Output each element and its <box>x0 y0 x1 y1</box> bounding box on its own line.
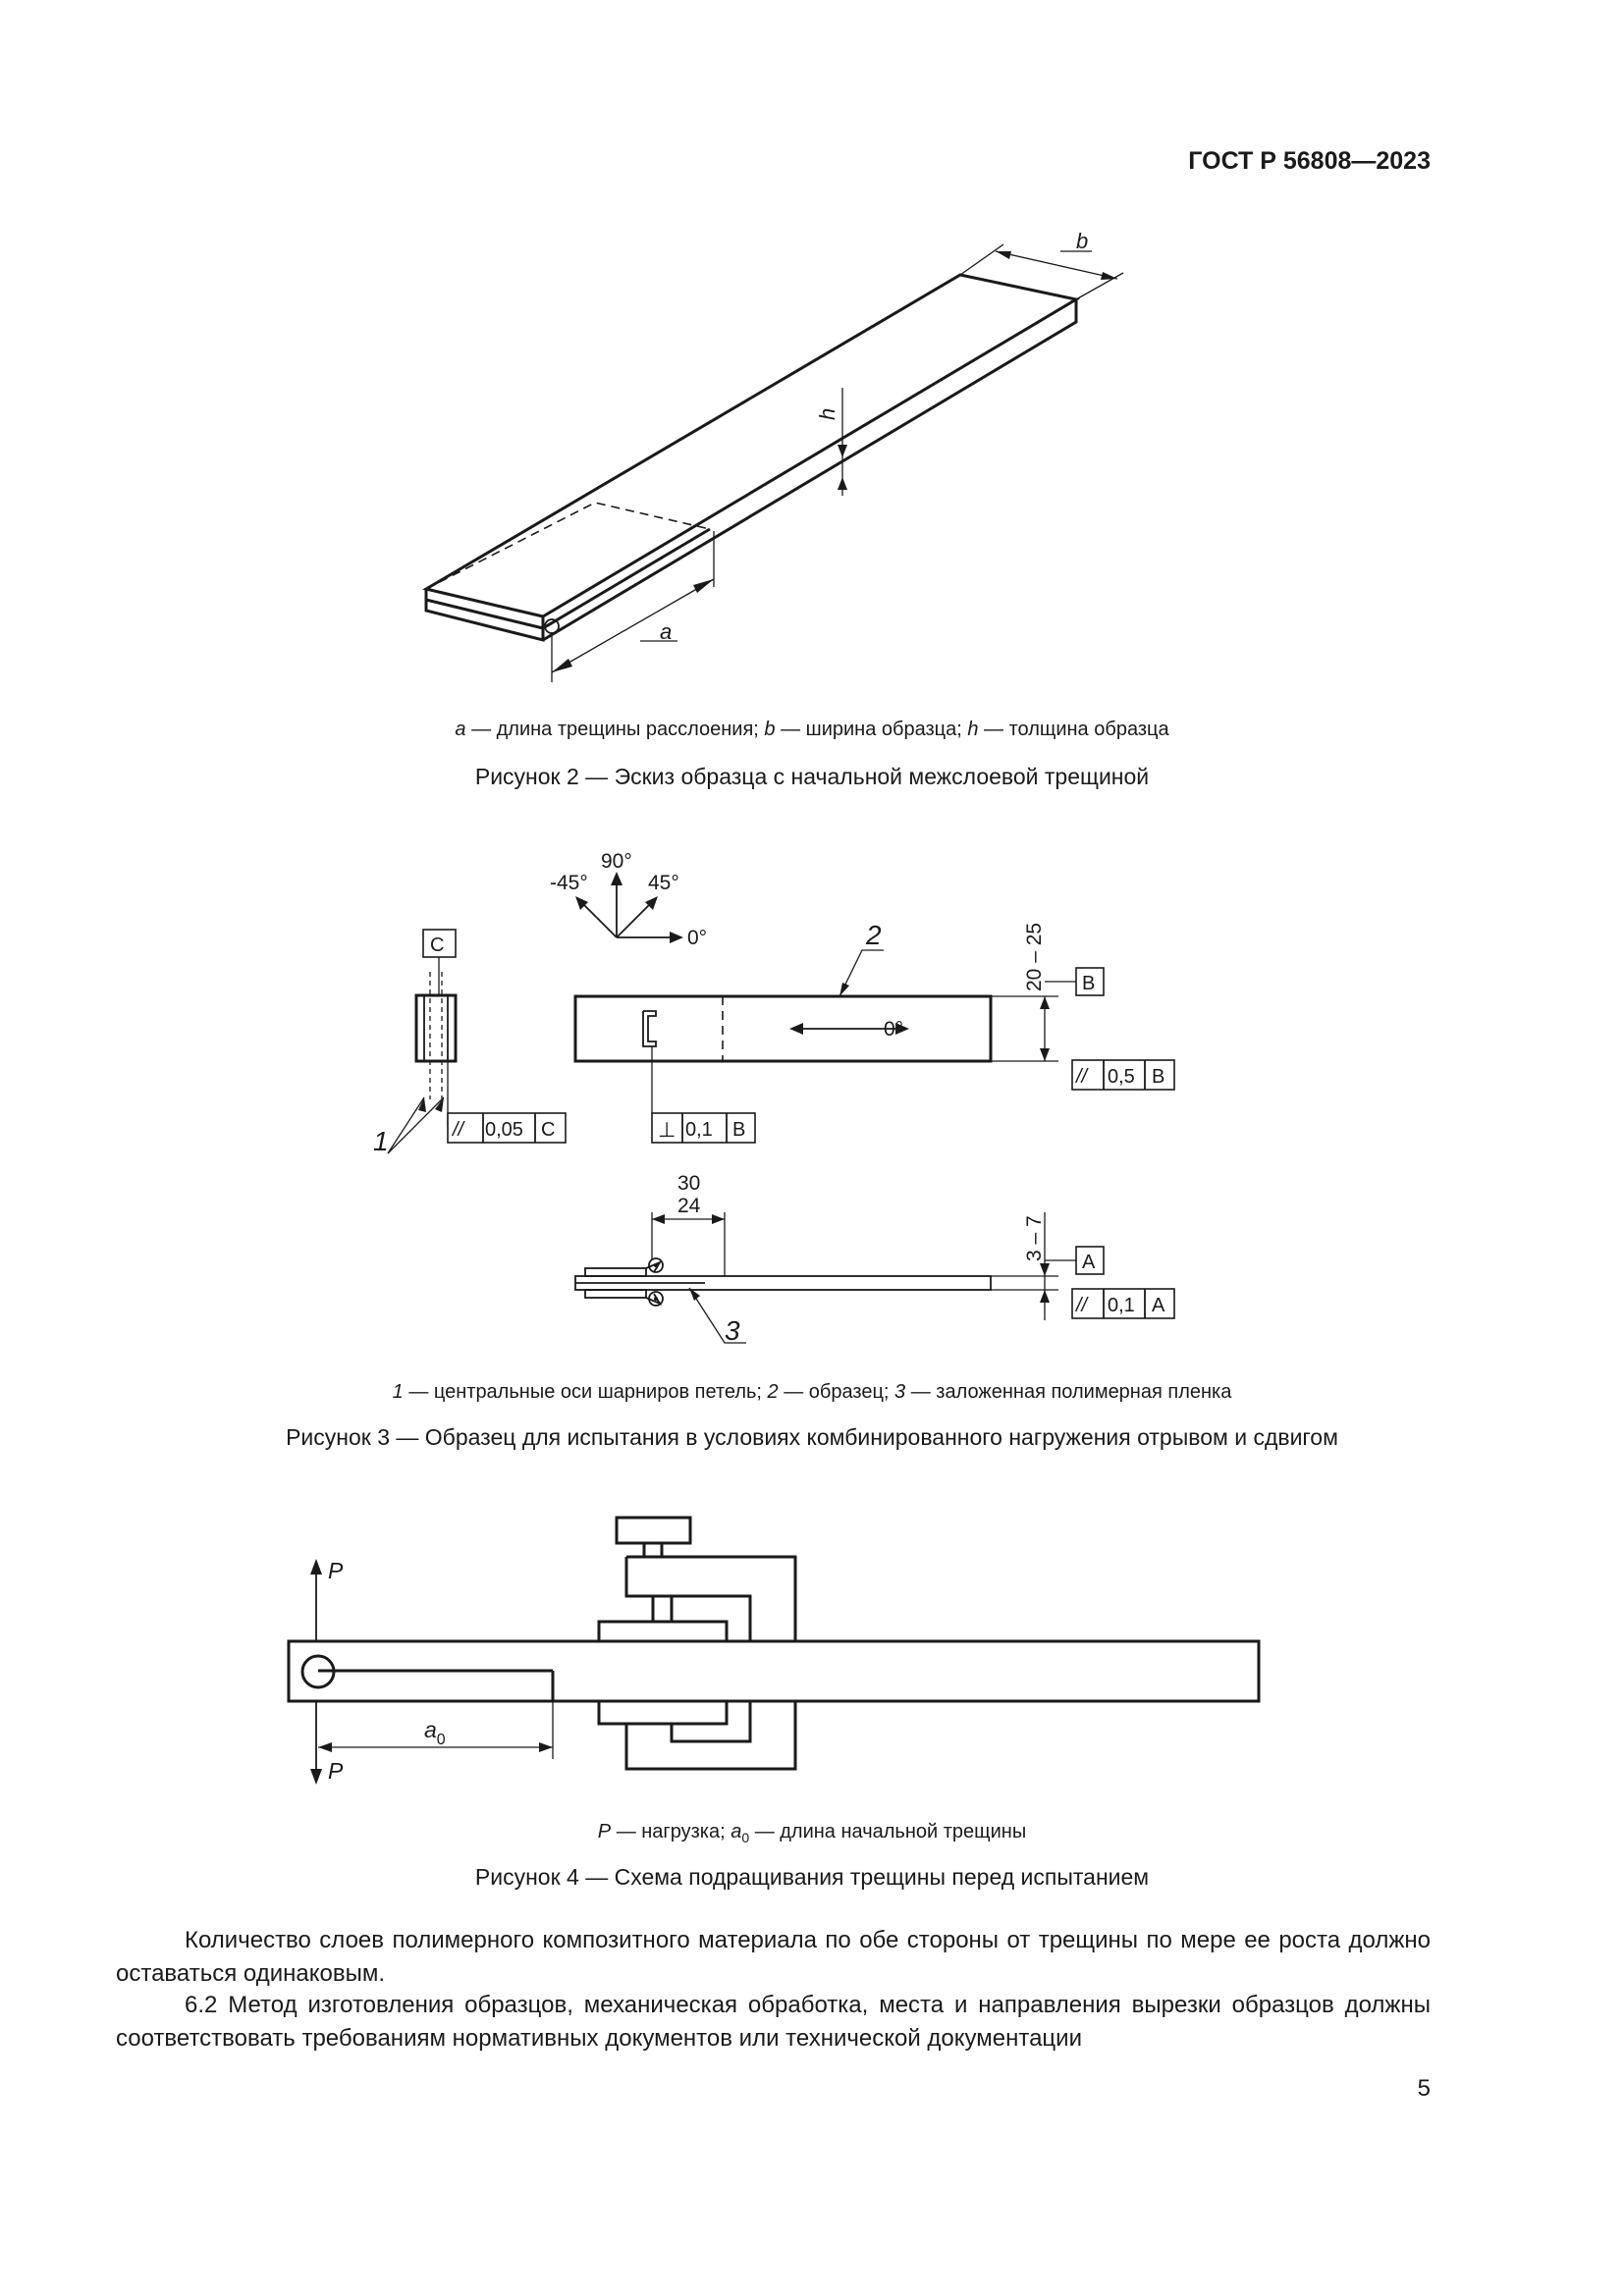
load-p-bottom: P <box>328 1758 344 1784</box>
load-p-top: P <box>328 1558 344 1583</box>
label-b: b <box>1076 229 1089 253</box>
label-a: a <box>660 619 673 644</box>
datum-b-letter: B <box>1082 973 1096 994</box>
standard-header: ГОСТ Р 56808—2023 <box>1188 147 1431 175</box>
grip-24: 24 <box>677 1195 701 1217</box>
tol-value-01-b: 0,1 <box>685 1119 713 1141</box>
figure-4-caption: Рисунок 4 — Схема подращивания трещины перед испытанием <box>474 1864 1150 1890</box>
ref-3: 3 <box>725 1315 740 1346</box>
label-h: h <box>815 407 839 420</box>
tol-sym-b: // <box>1076 1066 1088 1088</box>
fiber-direction-label: 0° <box>884 1018 904 1041</box>
clamp <box>599 1518 795 1769</box>
datum-a-letter: A <box>1082 1252 1096 1273</box>
label-a0: $a_0$ <box>424 1717 446 1748</box>
figure-3-legend: 1 — центральные оси шарниров петель; 2 — образец; 3 — заложенная полимерная пленка <box>392 1381 1232 1403</box>
body-paragraph-1: Количество слоев полимерного композитного материала по обе стороны от трещины по мере ее роста должно оставаться одинаковым. <box>116 1927 1431 1987</box>
tol-datum-c: C <box>541 1119 556 1141</box>
thickness-range: 3 – 7 <box>1023 1215 1046 1261</box>
figure-2-legend: a — длина трещины расслоения; b — ширина образца; h — толщина образца <box>455 719 1169 740</box>
ref-2: 2 <box>866 920 882 950</box>
tol-value-05: 0,5 <box>1108 1066 1135 1088</box>
tol-value-01-a: 0,1 <box>1108 1295 1135 1316</box>
angle-90: 90° <box>601 850 632 873</box>
page-number: 5 <box>1417 2075 1431 2102</box>
tol-datum-b-2: B <box>732 1119 746 1141</box>
angle-45: 45° <box>648 872 679 894</box>
figure-4-legend: P — нагрузка; $a_0$ — длина начальной трещины <box>597 1821 1027 1845</box>
tol-sym-perp: ⊥ <box>658 1119 677 1142</box>
tol-sym-a: // <box>453 1119 464 1141</box>
tol-value-005: 0,05 <box>485 1119 523 1141</box>
tol-sym-c: // <box>1076 1295 1088 1316</box>
ref-1: 1 <box>373 1126 389 1156</box>
figure-3-caption: Рисунок 3 — Образец для испытания в условиях комбинированного нагружения отрывом и сдвигом <box>286 1424 1338 1450</box>
body-paragraph-2: 6.2 Метод изготовления образцов, механическая обработка, места и направления вырезки образцов должны соответствовать требованиям нормативных документов или технической документации <box>116 1992 1431 2052</box>
datum-c-letter: C <box>430 934 445 956</box>
angle-minus-45: -45° <box>550 872 588 894</box>
tol-datum-b-1: B <box>1152 1066 1165 1088</box>
angle-0: 0° <box>687 927 708 949</box>
grip-30: 30 <box>677 1172 701 1195</box>
width-range: 20 – 25 <box>1023 922 1046 991</box>
specimen-side <box>289 1641 1259 1701</box>
tol-datum-a: A <box>1152 1295 1165 1316</box>
figure-2-caption: Рисунок 2 — Эскиз образца с начальной межслоевой трещиной <box>474 764 1150 789</box>
